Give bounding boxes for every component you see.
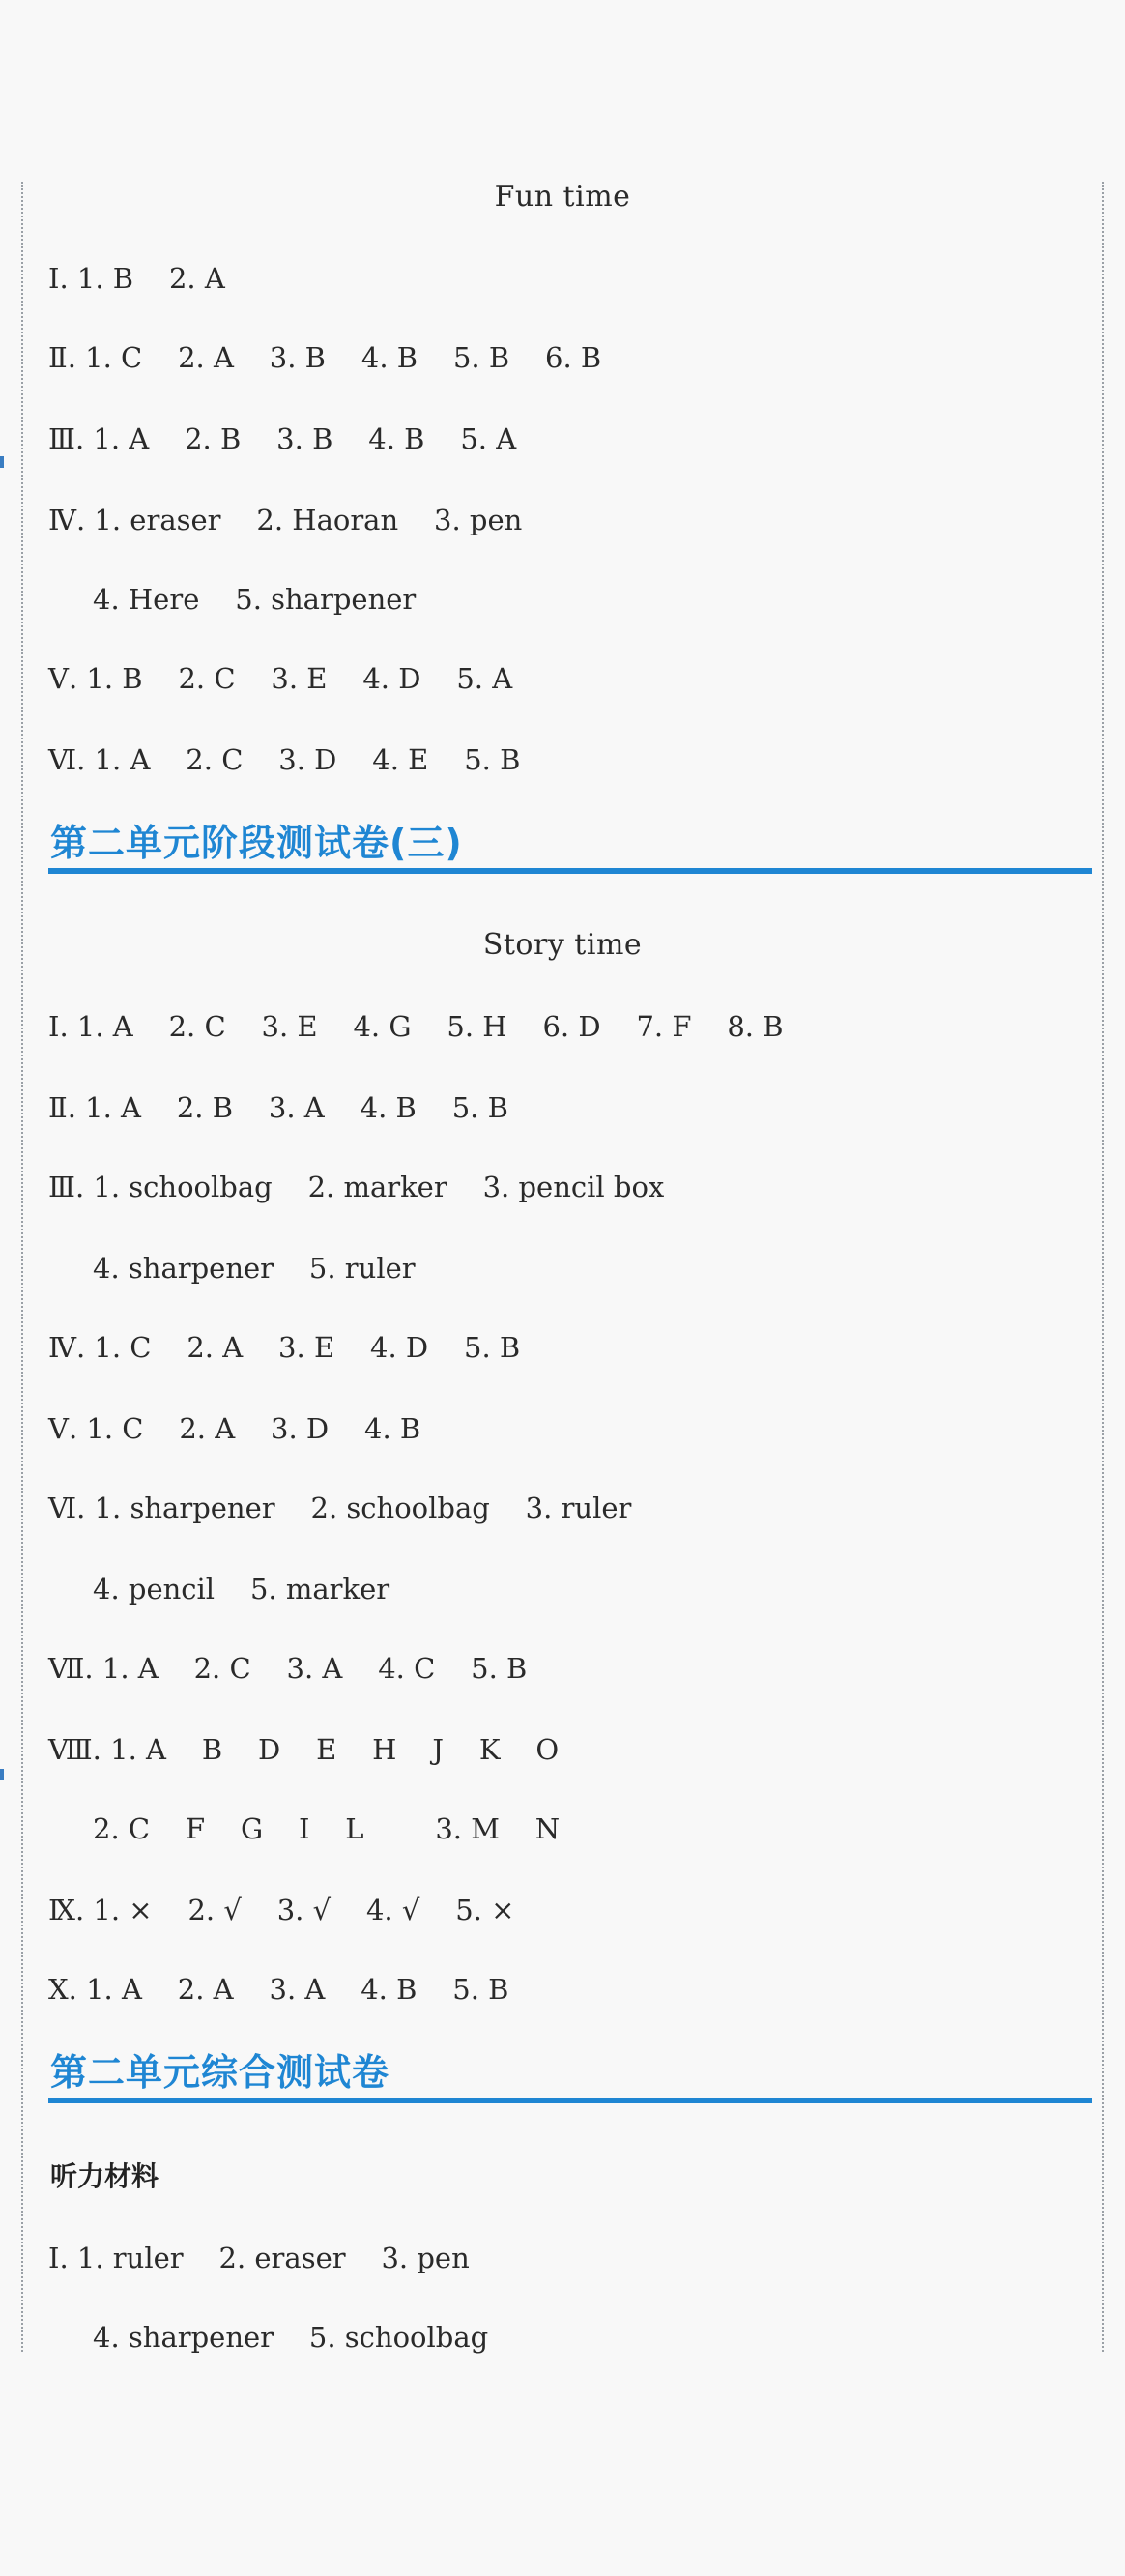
- answer-line: Ⅰ. 1. A 2. C 3. E 4. G 5. H 6. D 7. F 8. B: [48, 1010, 784, 1043]
- section-header: [48, 2049, 1092, 2103]
- answer-line: Ⅳ. 1. eraser 2. Haoran 3. pen: [48, 504, 523, 536]
- section-rule: [48, 868, 1092, 874]
- listening-material-label: 听力材料: [50, 2160, 159, 2192]
- answer-line: Ⅵ. 1. A 2. C 3. D 4. E 5. B: [48, 743, 521, 776]
- section-title: 第二单元综合测试卷: [50, 2051, 390, 2094]
- answer-line: Ⅵ. 1. sharpener 2. schoolbag 3. ruler: [48, 1491, 632, 1524]
- answer-line-continued: 4. sharpener 5. ruler: [93, 1252, 416, 1285]
- section-rule: [48, 2098, 1092, 2103]
- answer-line: Ⅴ. 1. B 2. C 3. E 4. D 5. A: [48, 662, 513, 695]
- answer-line: Ⅸ. 1. × 2. √ 3. √ 4. √ 5. ×: [48, 1894, 515, 1926]
- answer-line: Ⅶ. 1. A 2. C 3. A 4. C 5. B: [48, 1652, 528, 1685]
- answer-line: Ⅷ. 1. A B D E H J K O: [48, 1733, 560, 1766]
- answer-line: Ⅰ. 1. ruler 2. eraser 3. pen: [48, 2242, 470, 2274]
- answer-line: Ⅱ. 1. A 2. B 3. A 4. B 5. B: [48, 1091, 508, 1124]
- section-header: [48, 820, 1092, 874]
- binding-mark: [0, 1769, 4, 1780]
- answer-line: Ⅴ. 1. C 2. A 3. D 4. B: [48, 1412, 421, 1445]
- answer-line: Ⅲ. 1. A 2. B 3. B 4. B 5. A: [48, 422, 517, 455]
- answer-line: Ⅱ. 1. C 2. A 3. B 4. B 5. B 6. B: [48, 341, 602, 374]
- section-title: 第二单元阶段测试卷(三): [50, 822, 463, 864]
- section-subtitle: Story time: [482, 928, 643, 962]
- answer-line-continued: 2. C F G I L 3. M N: [93, 1812, 561, 1845]
- answer-line-continued: 4. pencil 5. marker: [93, 1573, 390, 1606]
- left-dotted-border: [21, 182, 23, 2352]
- answer-line: Ⅲ. 1. schoolbag 2. marker 3. pencil box: [48, 1171, 665, 1203]
- answer-line: Ⅳ. 1. C 2. A 3. E 4. D 5. B: [48, 1331, 521, 1364]
- answer-line: Ⅰ. 1. B 2. A: [48, 262, 225, 295]
- answer-line-continued: 4. sharpener 5. schoolbag: [93, 2321, 489, 2354]
- binding-mark: [0, 456, 4, 468]
- answer-line-continued: 4. Here 5. sharpener: [93, 583, 417, 616]
- right-dotted-border: [1102, 182, 1104, 2352]
- section-subtitle: Fun time: [494, 180, 631, 214]
- answer-line: Ⅹ. 1. A 2. A 3. A 4. B 5. B: [48, 1973, 509, 2006]
